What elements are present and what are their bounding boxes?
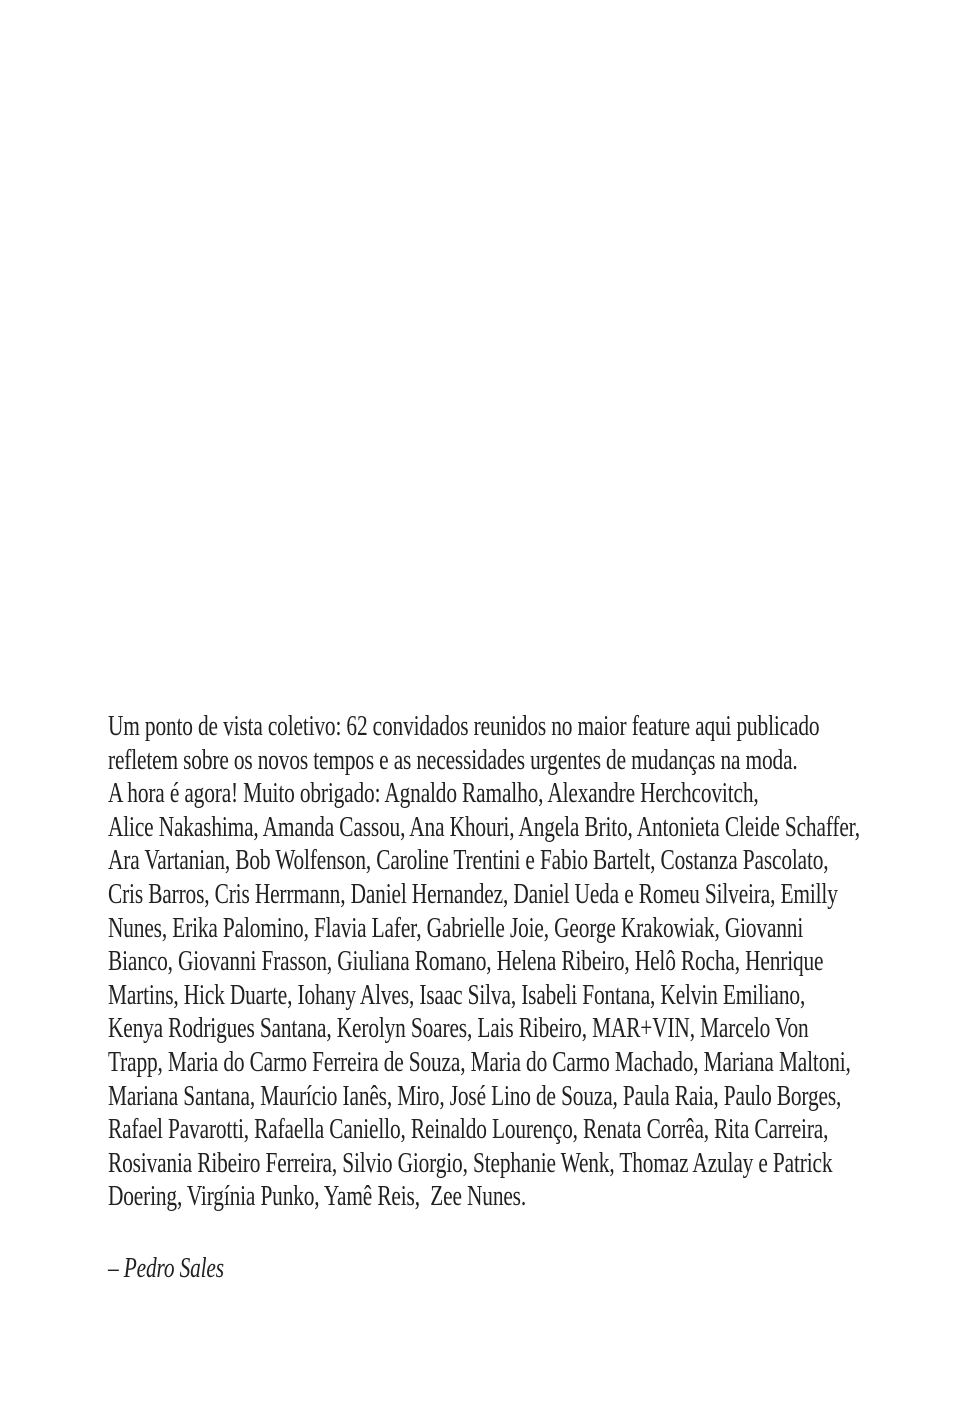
text-line: Ara Vartanian, Bob Wolfenson, Caroline Trentini e Fabio Bartelt, Costanza Pascolato,	[108, 844, 829, 877]
text-line: Martins, Hick Duarte, Iohany Alves, Isaac Silva, Isabeli Fontana, Kelvin Emiliano,	[108, 978, 806, 1011]
text-block	[108, 710, 860, 1286]
signature: – Pedro Sales	[108, 1251, 224, 1284]
text-line: Trapp, Maria do Carmo Ferreira de Souza, Maria do Carmo Machado, Mariana Maltoni,	[108, 1045, 851, 1078]
text-line: Mariana Santana, Maurício Ianês, Miro, José Lino de Souza, Paula Raia, Paulo Borges,	[108, 1079, 842, 1112]
text-line: refletem sobre os novos tempos e as necessidades urgentes de mudanças na moda.	[108, 743, 798, 776]
editorial-paragraph	[108, 710, 860, 1214]
text-line: Rafael Pavarotti, Rafaella Caniello, Reinaldo Lourenço, Renata Corrêa, Rita Carreira,	[108, 1113, 829, 1146]
text-line: Cris Barros, Cris Herrmann, Daniel Hernandez, Daniel Ueda e Romeu Silveira, Emilly	[108, 877, 838, 910]
text-line: Alice Nakashima, Amanda Cassou, Ana Khouri, Angela Brito, Antonieta Cleide Schaffer,	[108, 810, 860, 843]
text-line: Kenya Rodrigues Santana, Kerolyn Soares, Lais Ribeiro, MAR+VIN, Marcelo Von	[108, 1012, 809, 1045]
text-line: Nunes, Erika Palomino, Flavia Lafer, Gabrielle Joie, George Krakowiak, Giovanni	[108, 911, 804, 944]
text-line: Bianco, Giovanni Frasson, Giuliana Romano, Helena Ribeiro, Helô Rocha, Henrique	[108, 945, 824, 978]
text-line: A hora é agora! Muito obrigado: Agnaldo Ramalho, Alexandre Herchcovitch,	[108, 777, 759, 810]
text-line: Doering, Virgínia Punko, Yamê Reis, Zee Nunes.	[108, 1180, 527, 1213]
text-line: Um ponto de vista coletivo: 62 convidados reunidos no maior feature aqui publicado	[108, 710, 820, 742]
text-line: Rosivania Ribeiro Ferreira, Silvio Giorgio, Stephanie Wenk, Thomaz Azulay e Patrick	[108, 1146, 833, 1179]
